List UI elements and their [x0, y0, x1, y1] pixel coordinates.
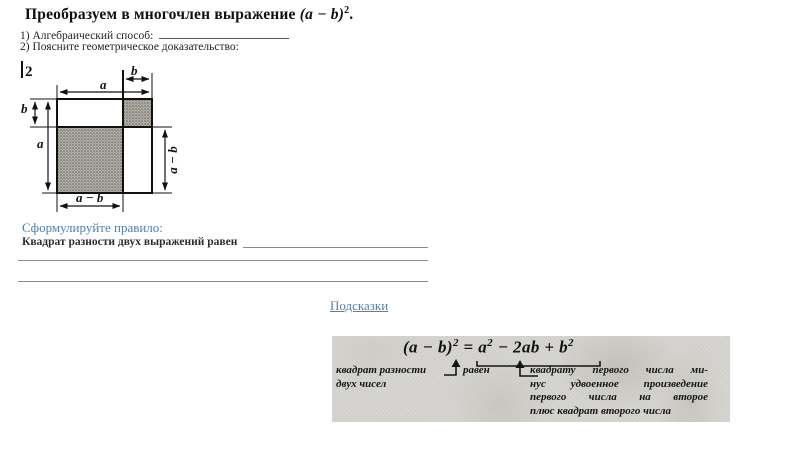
- dim-label-top-a: a: [100, 77, 107, 92]
- title-formula: (a − b): [299, 6, 345, 24]
- hint-label-right: [530, 364, 708, 418]
- dim-label-bottom-a-minus-b: a − b: [76, 190, 104, 205]
- dim-label-top-b: b: [131, 63, 138, 78]
- left-extension-lines: [30, 99, 57, 193]
- title-formula-exponent: 2: [344, 5, 350, 16]
- hint-formula-t2-exp: 2: [568, 337, 574, 349]
- hint-label-right-line1: квадрату первого числа ми-: [530, 364, 708, 376]
- arrow-head-lhs: [452, 359, 461, 367]
- hint-label-equals: равен: [463, 364, 490, 376]
- shaded-square-b2: [123, 99, 152, 127]
- hint-label-left-line1: квадрат разности: [336, 364, 427, 376]
- shaded-square-a-minus-b2: [57, 127, 123, 193]
- arrow-connector-lhs: [444, 366, 456, 375]
- hint-card: [332, 336, 730, 422]
- geometric-proof-diagram: [16, 56, 196, 218]
- hint-label-right-line2: нус удвоенное произведение: [530, 377, 708, 390]
- rule-lead-line: [22, 236, 428, 248]
- hint-label-left-line2: двух чисел: [336, 377, 387, 390]
- hint-label-right-line4: плюс квадрат второго числа: [530, 404, 672, 417]
- hint-formula-lhs-exp: 2: [452, 337, 459, 349]
- task-1-label: 1) Алгебраический способ:: [20, 30, 154, 42]
- title-period: .: [349, 6, 354, 24]
- title-text: Преобразуем в многочлен выражение: [25, 6, 300, 24]
- hint-formula-eq: =: [458, 337, 479, 357]
- hint-formula-mid: − 2ab +: [493, 337, 560, 357]
- rule-heading: Сформулируйте правило:: [22, 220, 163, 235]
- rule-answer-blank-3: [18, 281, 428, 282]
- hint-formula-lhs: (a − b): [403, 337, 453, 357]
- hint-label-right-line3: первого числа на второе: [530, 391, 708, 403]
- hint-formula-t1-exp: 2: [487, 337, 494, 349]
- hint-formula-t1: a: [478, 337, 488, 357]
- rule-lead-text: Квадрат разности двух выражений равен: [22, 236, 238, 248]
- dim-label-right-a-minus-b: a − b: [165, 146, 180, 174]
- dim-label-left-a: a: [37, 136, 44, 151]
- task-2: [20, 41, 239, 53]
- task-1-answer-blank: [159, 28, 289, 39]
- arrow-head-rhs: [516, 360, 525, 368]
- task-2-label: 2) Поясните геометрическое доказательство:: [20, 41, 239, 53]
- rule-answer-blank-1: [243, 236, 428, 248]
- hint-formula-t2: b: [559, 337, 569, 357]
- hints-link[interactable]: Подсказки: [330, 298, 389, 313]
- task-1: [20, 28, 289, 42]
- dim-label-left-b: b: [21, 101, 28, 116]
- hint-label-left: [336, 364, 426, 391]
- corner-scan-mark: 2: [25, 64, 33, 80]
- rule-answer-blank-2: [18, 260, 428, 261]
- page-title: [25, 5, 353, 24]
